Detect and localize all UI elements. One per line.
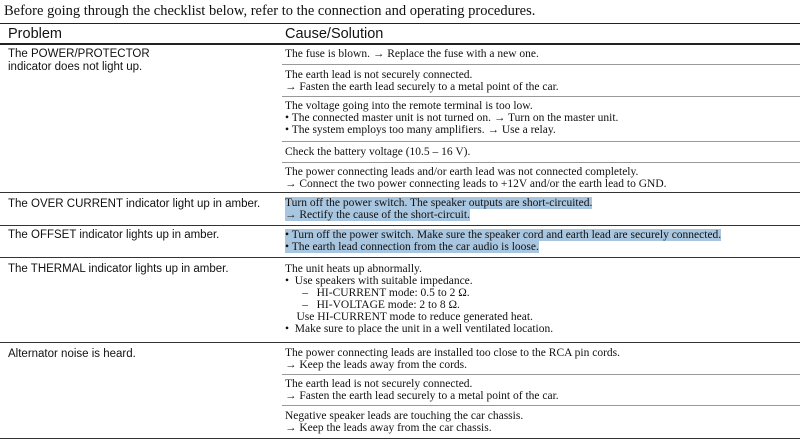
header-top-rule [0,23,800,24]
solution-line: Use HI-CURRENT mode to reduce generated heat. [285,311,533,323]
solution-line: The power connecting leads and/or earth lead was not connected completely. [285,166,639,178]
intro-text: Before going through the checklist below, refer to the connection and operating procedures. [4,3,536,19]
solution-remote-voltage [285,100,800,136]
solution-line: Check the battery voltage (10.5 – 16 V). [285,146,471,158]
solution-earth-lead [285,69,800,93]
solution-line: The power connecting leads are installed too close to the RCA pin cords. [285,347,621,359]
solution-line: • Make sure to place the unit in a well ventilated location. [285,323,554,335]
table-bottom-rule [0,438,800,439]
row-divider [0,192,800,193]
solution-line-highlighted: Turn off the power switch. The speaker outputs are short-circuited. [285,197,593,209]
problem-over-current [8,198,278,211]
row-divider [0,225,800,226]
solution-power-leads [285,166,800,190]
solution-line-highlighted: • Turn off the power switch. Make sure the speaker cord and earth lead are securely connected. [285,229,722,241]
solution-line: The fuse is blown. → Replace the fuse with a new one. [285,48,539,60]
solution-divider [282,96,800,97]
solution-line-highlighted: → Rectify the cause of the short-circuit. [285,209,470,221]
solution-divider [282,374,800,375]
solution-rca-cords [285,347,800,371]
solution-line: → Fasten the earth lead securely to a metal point of the car. [285,81,559,93]
problem-line: indicator does not light up. [8,61,143,73]
problem-line: The THERMAL indicator lights up in amber. [8,263,229,275]
solution-line: → Fasten the earth lead securely to a metal point of the car. [285,390,559,402]
solution-chassis [285,410,800,434]
solution-line: • Use speakers with suitable impedance. [285,275,473,287]
solution-line: → Keep the leads away from the car chassis. [285,422,492,434]
solution-line: • The system employs too many amplifiers. → Use a relay. [285,124,556,136]
solution-divider [282,141,800,142]
solution-line: The earth lead is not securely connected. [285,69,473,81]
solution-divider [282,64,800,65]
header-problem: Problem [8,26,62,42]
solution-line: – HI-CURRENT mode: 0.5 to 2 Ω. [285,287,470,299]
row-divider [0,257,800,258]
row-divider [0,342,800,343]
solution-divider [282,162,800,163]
problem-line: The POWER/PROTECTOR [8,48,150,60]
solution-line: The earth lead is not securely connected. [285,378,473,390]
solution-divider [282,405,800,406]
solution-line: → Keep the leads away from the cords. [285,359,468,371]
problem-power-protector [8,48,278,74]
solution-line-highlighted: • The earth lead connection from the car audio is loose. [285,241,539,253]
solution-line: Negative speaker leads are touching the car chassis. [285,410,524,422]
solution-fuse [285,48,800,60]
solution-offset [285,229,800,253]
solution-line: • The connected master unit is not turned on. → Turn on the master unit. [285,112,619,124]
solution-earth-lead-2 [285,378,800,402]
problem-thermal [8,263,278,276]
header-bottom-rule [0,43,800,45]
solution-thermal [285,263,800,335]
problem-line: Alternator noise is heard. [8,348,136,360]
solution-battery-voltage [285,146,800,158]
solution-short-circuit [285,197,800,221]
solution-line: The unit heats up abnormally. [285,263,422,275]
solution-line: → Connect the two power connecting leads to +12V and/or the earth lead to GND. [285,178,667,190]
problem-alternator-noise [8,348,278,361]
solution-line: – HI-VOLTAGE mode: 2 to 8 Ω. [285,299,460,311]
solution-line: The voltage going into the remote terminal is too low. [285,100,533,112]
problem-line: The OVER CURRENT indicator light up in amber. [8,198,261,210]
problem-offset [8,229,278,242]
problem-line: The OFFSET indicator lights up in amber. [8,229,220,241]
header-solution: Cause/Solution [285,26,384,42]
